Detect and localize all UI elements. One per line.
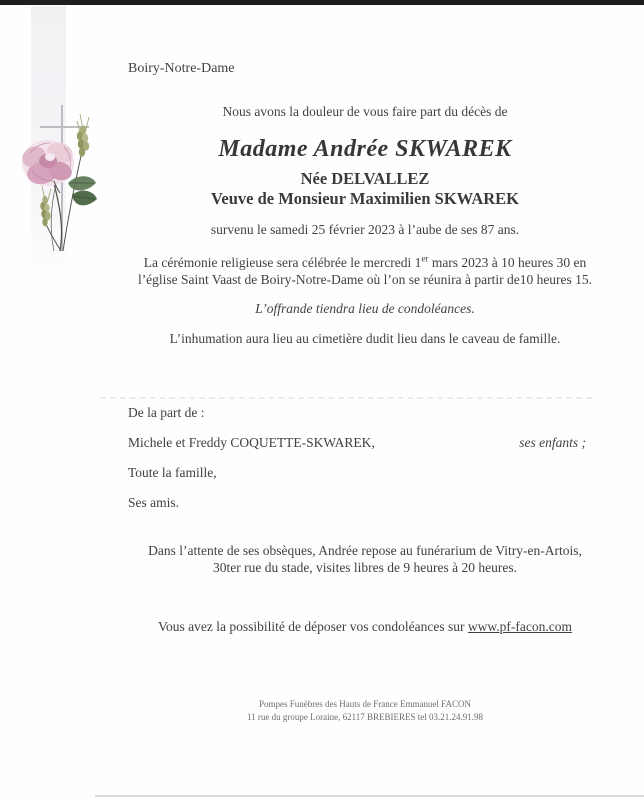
condolences-text: Vous avez la possibilité de déposer vos condoléances sur	[158, 619, 468, 634]
widow-line: Veuve de Monsieur Maximilien SKWAREK	[210, 189, 519, 208]
death-date-line: survenu le samedi 25 février 2023 à l’aube de ses 87 ans.	[210, 222, 520, 237]
rose-cross-illustration	[20, 83, 120, 263]
city-label: Boiry-Notre-Dame	[128, 61, 235, 76]
children-role: ses enfants ;	[519, 435, 586, 450]
burial-line: L’inhumation aura lieu au cimetière dudit lieu dans le caveau de famille.	[169, 331, 561, 346]
scan-bottom-line	[95, 795, 644, 797]
footer-address: 11 rue du groupe Loraine, 62117 BREBIERES tel 03.21.24.91.98	[246, 712, 484, 722]
leaf-icon	[68, 176, 97, 205]
ceremony-line-1-tail: mars 2023 à 10 heures 30 en	[428, 255, 587, 270]
maiden-name: Née DELVALLEZ	[300, 169, 430, 188]
ordinal-superscript: er	[421, 253, 429, 264]
children-row	[128, 435, 586, 451]
fold-line-artifact	[100, 397, 592, 399]
family-line: Toute la famille,	[128, 465, 217, 480]
funeral-home-footer	[130, 698, 600, 724]
condolences-line	[130, 619, 600, 635]
wheat-icon	[77, 114, 89, 157]
wheat-icon	[40, 186, 51, 226]
viewing-line-1: Dans l’attente de ses obsèques, Andrée repose au funérarium de Vitry-en-Artois,	[148, 543, 582, 558]
viewing-paragraph	[130, 542, 600, 576]
children-names: Michele et Freddy COQUETTE-SKWAREK,	[128, 435, 375, 450]
intro-line: Nous avons la douleur de vous faire part du décès de	[222, 104, 508, 119]
friends-line: Ses amis.	[128, 495, 180, 510]
condolences-link: www.pf-facon.com	[467, 619, 572, 634]
from-label: De la part de :	[128, 405, 205, 420]
ceremony-paragraph	[130, 254, 600, 288]
offering-line: L’offrande tiendra lieu de condoléances.	[255, 301, 475, 316]
deceased-name: Madame Andrée SKWAREK	[218, 136, 512, 162]
scan-edge-bar	[0, 0, 644, 5]
rose-icon	[20, 139, 76, 193]
ceremony-line-1	[130, 254, 600, 271]
ceremony-line-1-text: La cérémonie religieuse sera célébrée le mercredi 1	[143, 255, 422, 270]
ceremony-line-2: l’église Saint Vaast de Boiry-Notre-Dame où l’on se réunira à partir de10 heures 15.	[137, 272, 593, 287]
viewing-line-2: 30ter rue du stade, visites libres de 9 heures à 20 heures.	[212, 560, 518, 575]
footer-funeral-home: Pompes Funèbres des Hauts de France Emmanuel FACON	[258, 699, 472, 709]
